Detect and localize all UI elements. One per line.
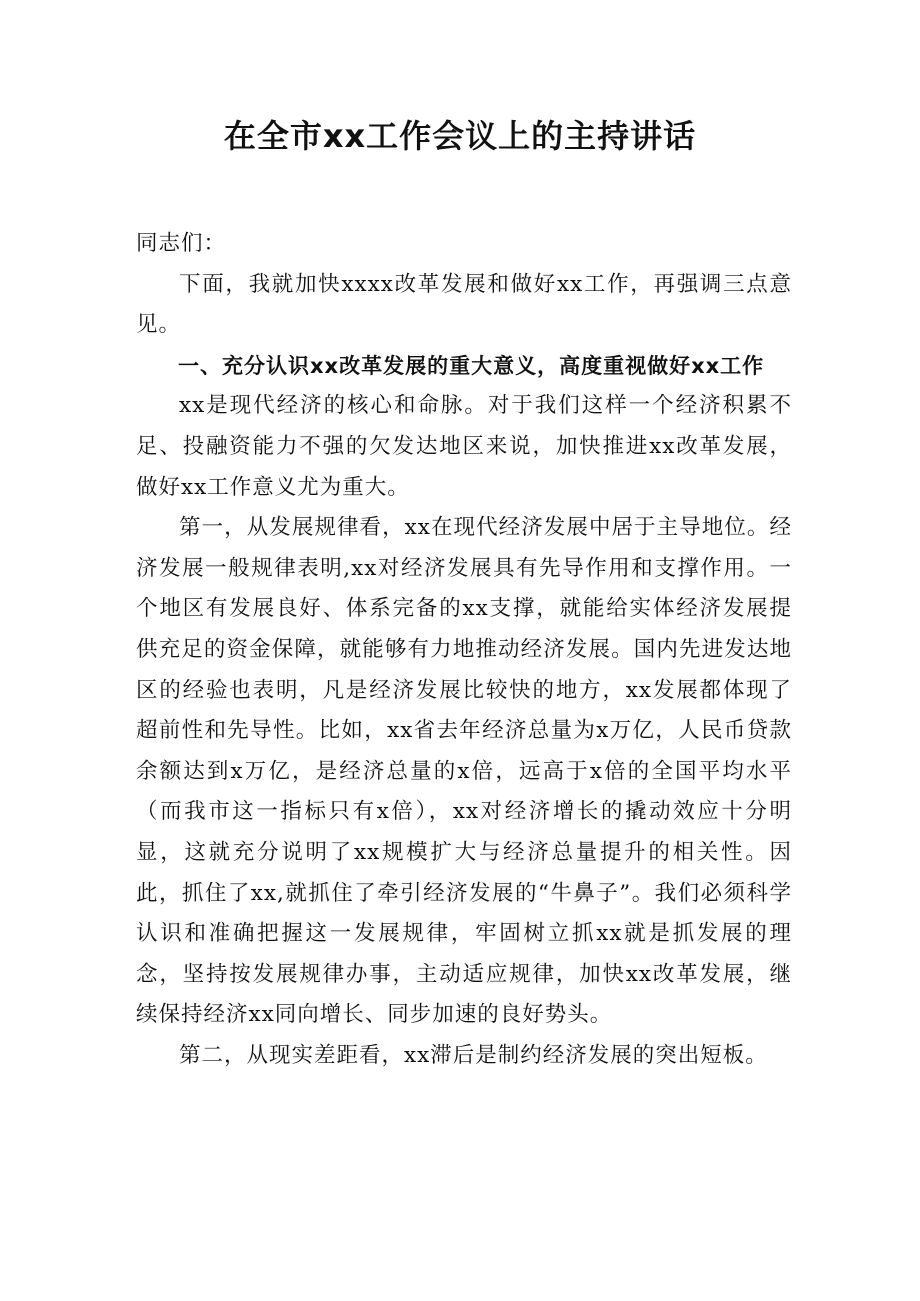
paragraph-point-1: 第一，从发展规律看，xx在现代经济发展中居于主导地位。经济发展一般规律表明,xx对经济发展具有先导作用和支撑作用。一个地区有发展良好、体系完备的xx支撑，就能给实体经济发展提供充足的资金保障，就能够有力地推动经济发展。国内先进发达地区的经验也表明，凡是经济发展比较快的地方，xx发展都体现了超前性和先导性。比如，xx省去年经济总量为x万亿，人民币贷款余额达到x万亿，是经济总量的x倍，远高于x倍的全国平均水平（而我市这一指标只有x倍），xx对经济增长的撬动效应十分明显，这就充分说明了xx规模扩大与经济总量提升的相关性。因此，抓住了xx,就抓住了牵引经济发展的“牛鼻子”。我们必须科学认识和准确把握这一发展规律，牢固树立抓xx就是抓发展的理念，坚持按发展规律办事，主动适应规律，加快xx改革发展，继续保持经济xx同向增长、同步加速的良好势头。 <box>136 515 792 1028</box>
paragraph-significance: xx是现代经济的核心和命脉。对于我们这样一个经济积累不足、投融资能力不强的欠发达地区来说，加快推进xx改革发展，做好xx工作意义尤为重大。 <box>136 393 792 500</box>
section-heading-1: 一、充分认识xx改革发展的重大意义，高度重视做好xx工作 <box>178 353 765 378</box>
paragraph-point-2: 第二，从现实差距看，xx滞后是制约经济发展的突出短板。 <box>179 1042 768 1068</box>
document-title: 在全市xx工作会议上的主持讲话 <box>223 117 697 155</box>
paragraph-intro: 下面，我就加快xxxx改革发展和做好xx工作，再强调三点意见。 <box>136 271 792 338</box>
document-body <box>136 224 792 1076</box>
greeting: 同志们： <box>136 231 227 256</box>
